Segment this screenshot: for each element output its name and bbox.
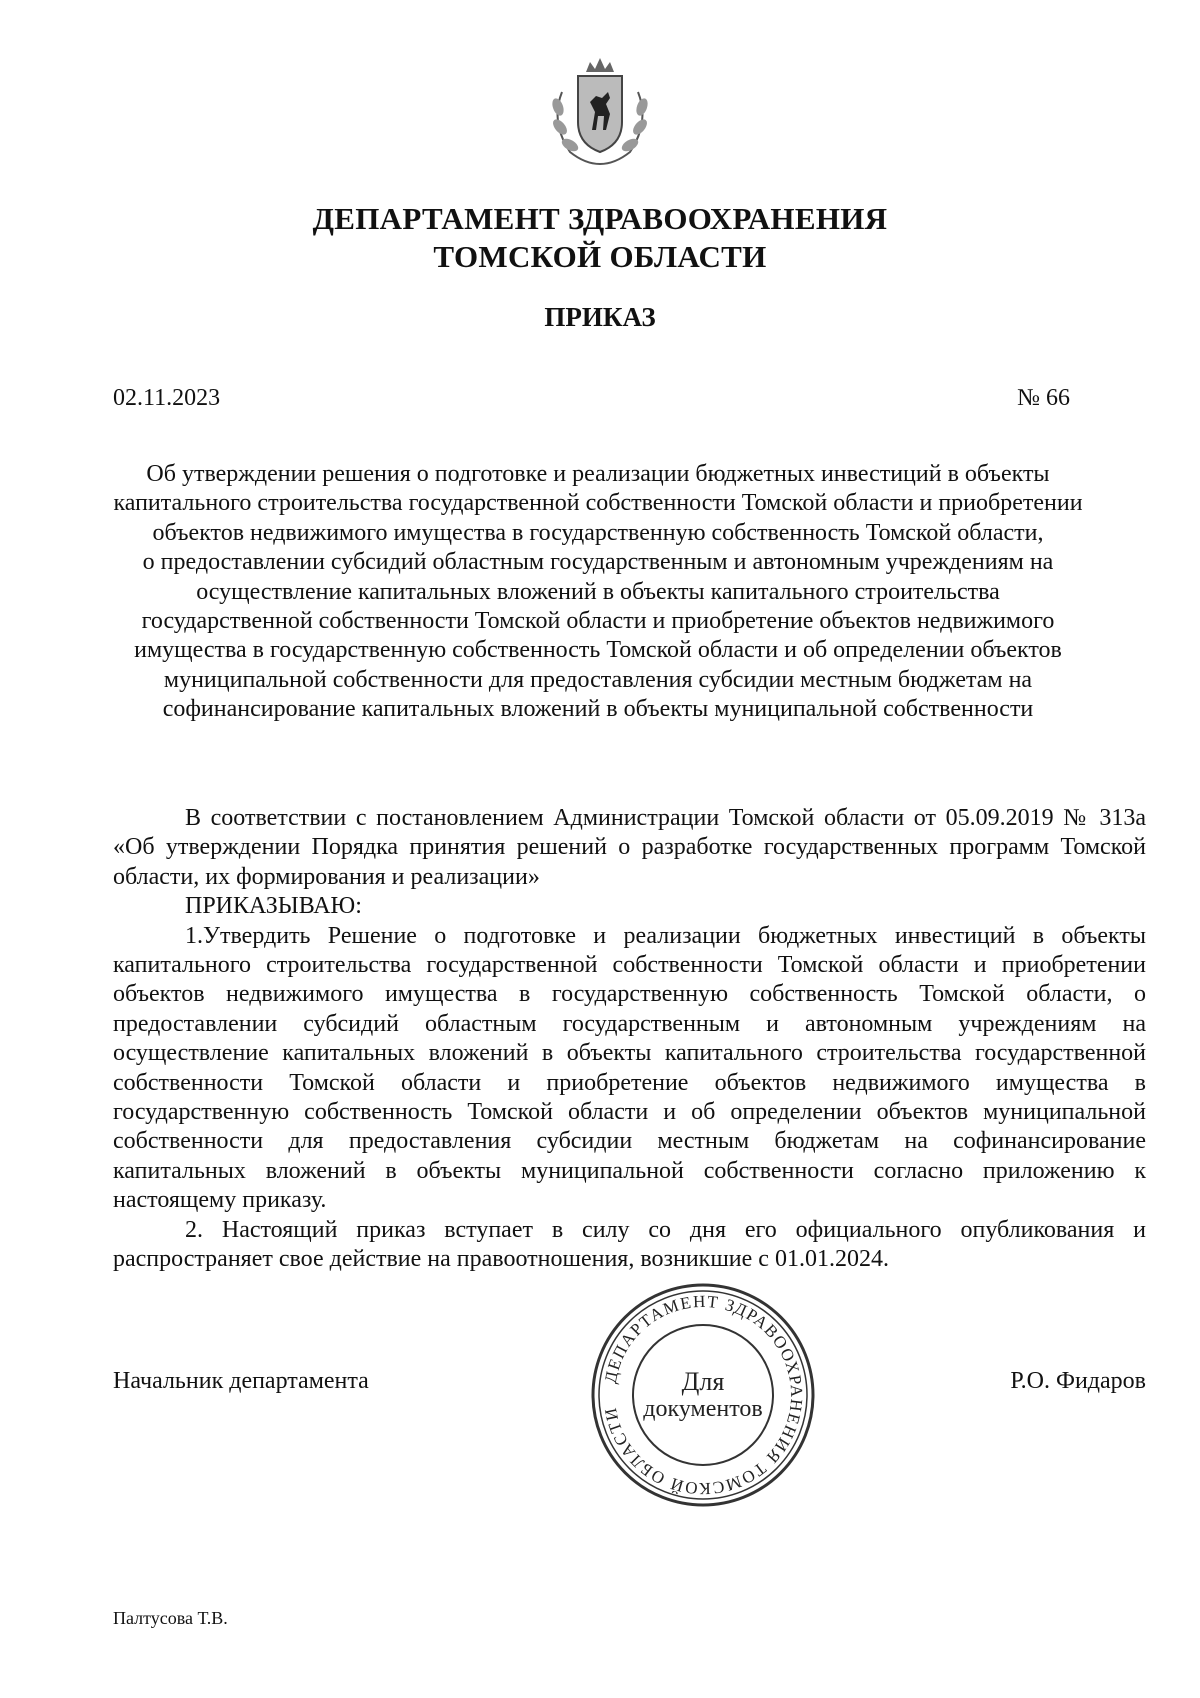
subject-line: имущества в государственную собственность Томской области и об определении объектов [134,637,1062,664]
subject-line: осуществление капитальных вложений в объекты капитального строительства [196,578,1000,605]
subject-line: капитального строительства государственной собственности Томской области и приобретении [113,490,1083,517]
subject-line: о предоставлении субсидий областным государственным и автономным учреждениям на [142,549,1054,576]
signer-name: Р.О. Фидаров [1010,1368,1146,1394]
order-keyword: ПРИКАЗЫВАЮ: [185,893,362,920]
executor-name: Палтусова Т.В. [113,1608,228,1628]
order-item-1: 1.Утвердить Решение о подготовке и реализации бюджетных инвестиций в объекты капитального строительства государственной собственности Томской области и приобретении объектов недвижимого имущества в государственную собственность Томской области, о предоставлении субсидий областным государственным и автономным учреждениям на осуществление капитальных вложений в объекты капитального строительства государственной собственности Томской области и приобретение объектов недвижимого имущества в государственную собственность Томской области и об определении объектов муниципальной собственности для предоставления субсидии местным бюджетам на софинансирование капитальных вложений в объекты муниципальной собственности согласно приложению к настоящему приказу. [113,922,1146,1214]
preamble-paragraph: В соответствии с постановлением Администрации Томской области от 05.09.2019 № 313а «Об утверждении Порядка принятия решений о разработке государственных программ Томской области, их формирования и реализации» [113,805,1146,890]
coat-of-arms-icon [540,52,660,172]
department-title [0,200,1200,276]
department-name: ДЕПАРТАМЕНТ ЗДРАВООХРАНЕНИЯ [312,201,888,236]
subject-line: объектов недвижимого имущества в государственную собственность Томской области, [152,519,1044,546]
signer-position: Начальник департамента [113,1368,369,1394]
subject-line: государственной собственности Томской области и приобретение объектов недвижимого [141,608,1055,635]
svg-text:Для: Для [681,1367,725,1396]
order-item-2: 2. Настоящий приказ вступает в силу со дня его официального опубликования и распространяет свое действие на правоотношения, возникшие с 01.01.2024. [113,1216,1146,1273]
order-date: 02.11.2023 [113,385,221,411]
subject-line: муниципальной собственности для предоставления субсидии местным бюджетам на [163,666,1033,693]
svg-text:документов: документов [643,1396,763,1422]
subject-line: софинансирование капитальных вложений в объекты муниципальной собственности [162,696,1034,723]
order-number: № 66 [1017,385,1070,411]
order-body [113,804,1146,1275]
official-stamp-icon [588,1280,818,1510]
order-subject [113,460,1083,725]
subject-line: Об утверждении решения о подготовке и реализации бюджетных инвестиций в объекты [146,461,1050,487]
svg-text:ДЕПАРТАМЕНТ ЗДРАВООХРАНЕНИЯ ТО: ДЕПАРТАМЕНТ ЗДРАВООХРАНЕНИЯ ТОМСКОЙ ОБЛАСТИ [600,1291,807,1499]
region-name: ТОМСКОЙ ОБЛАСТИ [433,239,767,274]
doc-type-title: ПРИКАЗ [544,302,656,332]
